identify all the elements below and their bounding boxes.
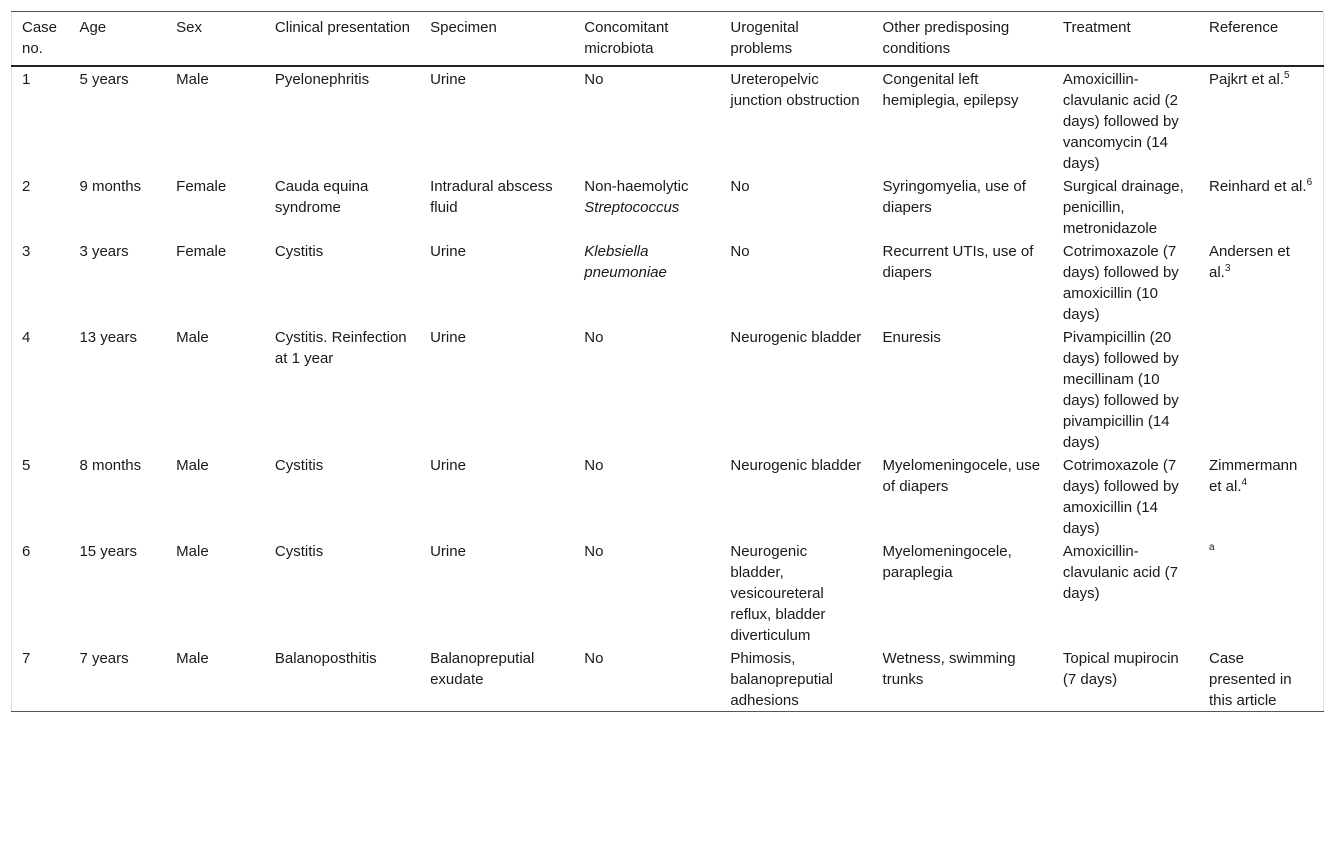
cell-clinical-presentation: Cystitis (274, 243, 324, 260)
cell-other-predisposing-conditions: Recurrent UTIs, use of diapers (882, 243, 1034, 281)
cell-urogenital-problems: Neurogenic bladder (730, 457, 862, 474)
cell-treatment: Cotrimoxazole (7 days) followed by amoxicillin (14 days) (1062, 457, 1179, 537)
cell-clinical-presentation: Cauda equina syndrome (274, 178, 369, 216)
table-row (12, 239, 1324, 325)
cell-treatment: Cotrimoxazole (7 days) followed by amoxicillin (10 days) (1062, 243, 1179, 323)
cell-age: 5 years (79, 71, 129, 88)
cell-sex: Male (176, 329, 209, 346)
reference-superscript: a (1209, 542, 1215, 553)
cell-specimen: Urine (430, 71, 466, 88)
reference-superscript: 4 (1241, 477, 1248, 488)
reference-text: Andersen et al. (1209, 243, 1290, 281)
table-row (12, 66, 1324, 174)
cell-sex: Male (176, 71, 209, 88)
cell-clinical-presentation: Pyelonephritis (274, 71, 370, 88)
cell-sex: Male (176, 543, 209, 560)
cell-other-predisposing-conditions: Myelomeningocele, paraplegia (882, 543, 1012, 581)
cell-specimen: Urine (430, 457, 466, 474)
table-row (12, 453, 1324, 539)
table-row (12, 646, 1324, 712)
cell-age: 7 years (79, 650, 129, 667)
reference-text: Zimmermann et al. (1209, 457, 1298, 495)
cell-specimen: Urine (430, 243, 466, 260)
reference-superscript: 6 (1306, 177, 1313, 188)
cell-concomitant-microbiota (574, 239, 720, 325)
table-row (12, 174, 1324, 239)
table-row (12, 325, 1324, 453)
table-body (12, 66, 1324, 712)
header-reference: Reference (1199, 12, 1324, 67)
table-row (12, 539, 1324, 646)
cell-treatment: Amoxicillin-clavulanic acid (7 days) (1062, 543, 1178, 602)
cell-age: 3 years (79, 243, 129, 260)
cell-clinical-presentation: Balanoposthitis (274, 650, 377, 667)
microbiota-italic-text: Streptococcus (584, 199, 680, 216)
reference-superscript: 5 (1284, 70, 1290, 81)
header-specimen: Specimen (420, 12, 574, 67)
cell-urogenital-problems: Ureteropelvic junction obstruction (730, 71, 860, 109)
cell-urogenital-problems: Neurogenic bladder, vesicoureteral reflux, bladder diverticulum (730, 543, 826, 644)
cell-urogenital-problems: Neurogenic bladder (730, 329, 862, 346)
cell-clinical-presentation: Cystitis (274, 543, 324, 560)
cell-concomitant-microbiota: No (584, 650, 604, 667)
header-concomitant-microbiota: Concomitant microbiota (574, 12, 720, 67)
clinical-cases-table (11, 11, 1324, 712)
cell-case-no: 5 (22, 457, 31, 474)
header-urogenital-problems: Urogenital problems (720, 12, 872, 67)
cell-urogenital-problems: No (730, 243, 750, 260)
cell-sex: Female (176, 243, 227, 260)
cell-specimen: Urine (430, 543, 466, 560)
cell-concomitant-microbiota (574, 174, 720, 239)
header-treatment: Treatment (1053, 12, 1199, 67)
cell-treatment: Amoxicillin-clavulanic acid (2 days) followed by vancomycin (14 days) (1062, 71, 1179, 172)
cell-age: 13 years (79, 329, 137, 346)
cell-urogenital-problems: No (730, 178, 750, 195)
table-header (12, 12, 1324, 67)
cell-concomitant-microbiota: No (584, 543, 604, 560)
cell-age: 15 years (79, 543, 137, 560)
header-age: Age (69, 12, 166, 67)
cell-specimen: Urine (430, 329, 466, 346)
cell-treatment: Topical mupirocin (7 days) (1062, 650, 1179, 688)
microbiota-text: Non-haemolytic (584, 178, 689, 195)
cell-reference (1199, 239, 1324, 325)
cell-sex: Male (176, 650, 209, 667)
cell-case-no: 6 (22, 543, 31, 560)
cell-treatment: Surgical drainage, penicillin, metronidazole (1062, 178, 1184, 237)
header-clinical-presentation: Clinical presentation (265, 12, 420, 67)
cell-reference (1199, 646, 1324, 712)
cell-clinical-presentation: Cystitis (274, 457, 324, 474)
microbiota-italic-text: Klebsiella pneumoniae (584, 243, 667, 281)
cell-other-predisposing-conditions: Enuresis (882, 329, 941, 346)
header-other-predisposing-conditions: Other predisposing conditions (873, 12, 1053, 67)
cell-clinical-presentation: Cystitis. Reinfection at 1 year (274, 329, 407, 367)
cell-other-predisposing-conditions: Wetness, swimming trunks (882, 650, 1016, 688)
header-sex: Sex (166, 12, 265, 67)
cell-case-no: 1 (22, 71, 31, 88)
header-row (12, 12, 1324, 67)
reference-text: Pajkrt et al. (1209, 71, 1285, 88)
cell-case-no: 4 (22, 329, 31, 346)
cell-reference (1199, 66, 1324, 174)
reference-text: Case presented in this article (1209, 650, 1292, 709)
cell-concomitant-microbiota: No (584, 329, 604, 346)
cell-other-predisposing-conditions: Syringomyelia, use of diapers (882, 178, 1026, 216)
cell-treatment: Pivampicillin (20 days) followed by mecillinam (10 days) followed by pivampicillin (14 days) (1062, 329, 1179, 451)
cell-sex: Male (176, 457, 209, 474)
cell-age: 8 months (79, 457, 142, 474)
cell-urogenital-problems: Phimosis, balanopreputial adhesions (730, 650, 833, 709)
reference-text: Reinhard et al. (1209, 178, 1307, 195)
reference-superscript: 3 (1224, 263, 1231, 274)
header-case-no: Case no. (12, 12, 70, 67)
cell-specimen: Balanopreputial exudate (430, 650, 535, 688)
cell-other-predisposing-conditions: Myelomeningocele, use of diapers (882, 457, 1041, 495)
cell-concomitant-microbiota: No (584, 71, 604, 88)
cell-reference (1199, 325, 1324, 453)
cell-other-predisposing-conditions: Congenital left hemiplegia, epilepsy (882, 71, 1019, 109)
cell-age: 9 months (79, 178, 142, 195)
cell-case-no: 3 (22, 243, 31, 260)
cell-case-no: 2 (22, 178, 31, 195)
cell-reference (1199, 539, 1324, 646)
cell-sex: Female (176, 178, 227, 195)
cell-concomitant-microbiota: No (584, 457, 604, 474)
cell-reference (1199, 174, 1324, 239)
cell-reference (1199, 453, 1324, 539)
cell-case-no: 7 (22, 650, 31, 667)
cell-specimen: Intradural abscess fluid (430, 178, 553, 216)
